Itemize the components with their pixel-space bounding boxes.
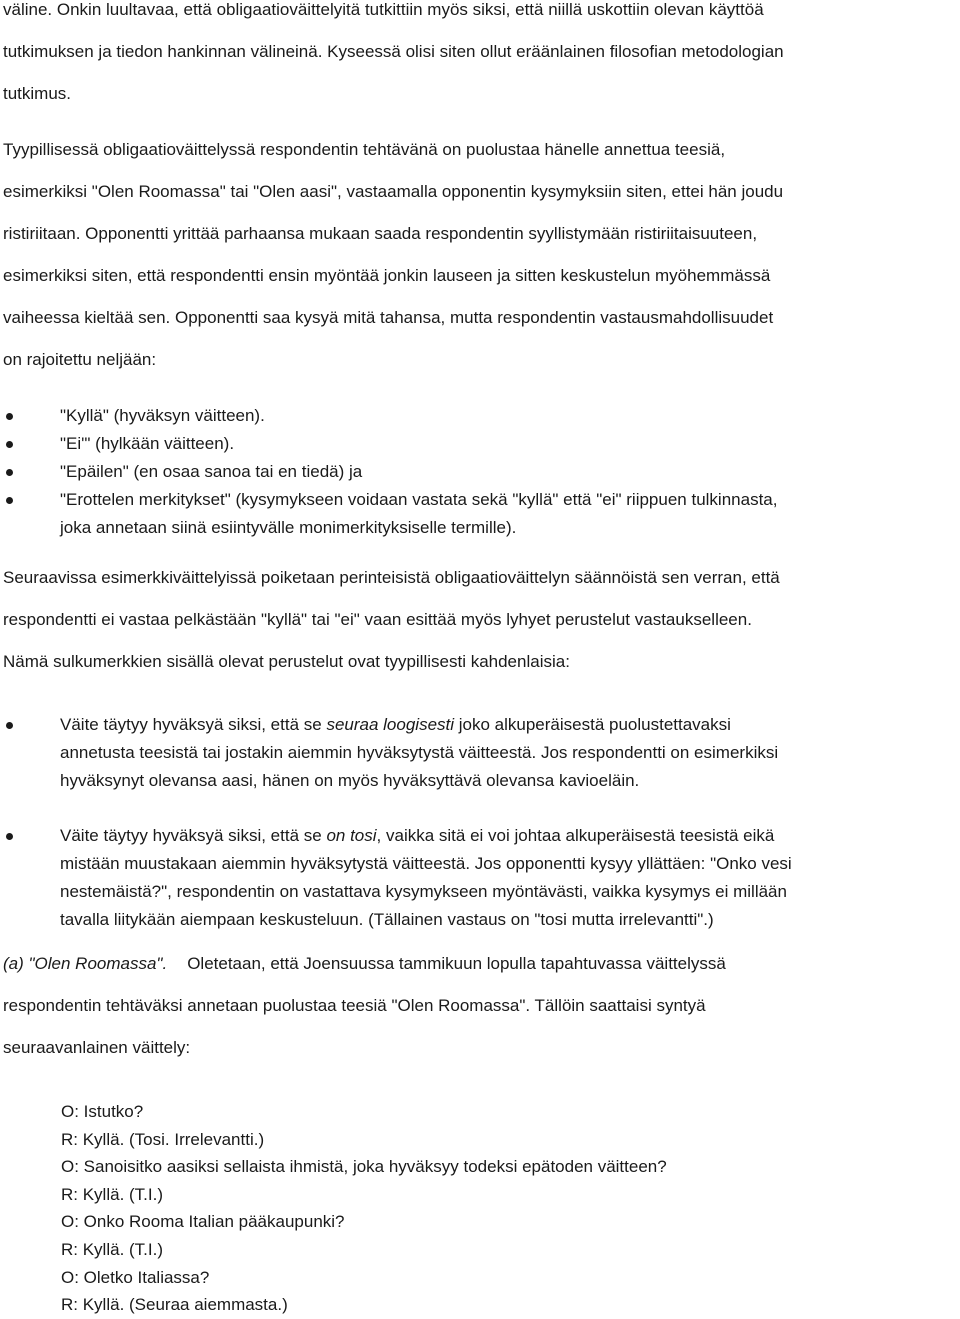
list-item (3, 486, 953, 542)
text-line: tutkimuksen ja tiedon hankinnan välineinä. Kyseessä olisi siten ollut eräänlainen filosofian metodologian (3, 42, 784, 61)
text-line: esimerkiksi siten, että respondentti ensin myöntää jonkin lauseen ja sitten keskustelun myöhemmässä (3, 266, 771, 285)
text-line: ristiriitaan. Opponentti yrittää parhaansa mukaan saada respondentin syyllistymään ristiriitaisuuteen, (3, 224, 758, 243)
text-line: tavalla liitykään aiempaan keskusteluun. (Tällainen vastaus on "tosi mutta irrelevantti".) (60, 910, 714, 929)
text-line: Nämä sulkumerkkien sisällä olevat perustelut ovat tyypillisesti kahdenlaisia: (3, 652, 570, 671)
text-line (60, 711, 953, 739)
example-dialogue (3, 1098, 953, 1319)
text-span: joko alkuperäisestä puolustettavaksi (454, 715, 731, 734)
text-line: mistään muustakaan aiemmin hyväksytystä väitteestä. Jos opponentti kysyy yllättäen: "Onko vesi (60, 854, 792, 873)
dialogue-line: O: Istutko? (61, 1102, 144, 1121)
text-line: "Erottelen merkitykset" (kysymykseen voidaan vastata sekä "kyllä" että "ei" riippuen tulkinnasta, (60, 490, 778, 509)
bullet-icon (6, 441, 13, 448)
bullet-icon (6, 413, 13, 420)
emphasis-text: on tosi (326, 826, 377, 845)
emphasis-text: seuraa loogisesti (326, 715, 455, 734)
text-line: "Epäilen" (en osaa sanoa tai en tiedä) ja (60, 462, 363, 481)
answer-options-list (3, 402, 953, 542)
text-span: Oletetaan, että Joensuussa tammikuun lopulla tapahtuvassa väittelyssä (187, 954, 726, 973)
text-line: on rajoitettu neljään: (3, 350, 157, 369)
dialogue-line: R: Kyllä. (T.I.) (61, 1239, 164, 1259)
list-item (3, 822, 953, 934)
typical-debate-paragraph (3, 129, 953, 381)
text-line: respondentin tehtäväksi annetaan puolustaa teesiä "Olen Roomassa". Tällöin saattaisi syntyä (3, 996, 706, 1015)
bullet-icon (6, 833, 13, 840)
text-line: "Ei'" (hylkään väitteen). (60, 434, 235, 453)
list-item (3, 402, 953, 430)
text-line: nestemäistä?", respondentin on vastattava kysymykseen myöntävästi, vaikka kysymys ei millään (60, 882, 787, 901)
dialogue-line: O: Onko Rooma Italian pääkaupunki? (61, 1212, 345, 1232)
text-span: Väite täytyy hyväksyä siksi, että se (60, 826, 327, 845)
list-item (3, 458, 953, 486)
example-label: (a) "Olen Roomassa". (3, 954, 168, 973)
text-line: Tyypillisessä obligaatioväittelyssä respondentin tehtävänä on puolustaa hänelle annettua teesiä, (3, 140, 726, 159)
text-line (60, 822, 953, 850)
example-a-paragraph (3, 943, 953, 1069)
text-line: respondentti ei vastaa pelkästään "kyllä" tai "ei" vaan esittää myös lyhyet perustelut vastaukselleen. (3, 610, 752, 629)
text-line: esimerkiksi "Olen Roomassa" tai "Olen aasi", vastaamalla opponentin kysymyksiin siten, ettei hän joudu (3, 182, 784, 201)
list-item (3, 430, 953, 458)
text-line: seuraavanlainen väittely: (3, 1038, 191, 1057)
dialogue-line: R: Kyllä. (Seuraa aiemmasta.) (61, 1295, 288, 1315)
dialogue-line: R: Kyllä. (Tosi. Irrelevantti.) (61, 1129, 265, 1149)
dialogue-line: O: Oletko Italiassa? (61, 1267, 210, 1287)
text-line: joka annetaan siinä esiintyvälle monimerkityksiselle termille). (60, 518, 517, 537)
text-line: "Kyllä" (hyväksyn väitteen). (60, 406, 265, 425)
text-line: hyväksynyt olevansa aasi, hänen on myös hyväksyttävä olevansa kavioeläin. (60, 771, 640, 790)
text-span: Väite täytyy hyväksyä siksi, että se (60, 715, 327, 734)
text-line (3, 943, 953, 985)
text-line: annetusta teesistä tai jostakin aiemmin hyväksytystä väitteestä. Jos respondentti on esimerkiksi (60, 743, 779, 762)
text-span: , vaikka sitä ei voi johtaa alkuperäisestä teesistä eikä (376, 826, 775, 845)
dialogue-line: O: Sanoisitko aasiksi sellaista ihmistä, joka hyväksyy todeksi epätoden väitteen? (61, 1157, 667, 1177)
text-line: vaiheessa kieltää sen. Opponentti saa kysyä mitä tahansa, mutta respondentin vastausmahdollisuudet (3, 308, 774, 327)
bullet-icon (6, 722, 13, 729)
justification-types-list (3, 711, 953, 934)
intro-paragraph (3, 0, 953, 115)
text-line: väline. Onkin luultavaa, että obligaatioväittelyitä tutkittiin myös siksi, että niillä uskottiin olevan käyttöä (3, 0, 764, 19)
dialogue-line: R: Kyllä. (T.I.) (61, 1184, 164, 1204)
text-line: Seuraavissa esimerkkiväittelyissä poiketaan perinteisistä obligaatioväittelyn säännöistä sen verran, että (3, 568, 780, 587)
text-line: tutkimus. (3, 84, 72, 103)
bullet-icon (6, 497, 13, 504)
bullet-icon (6, 469, 13, 476)
following-examples-paragraph (3, 557, 953, 683)
document-body (3, 0, 953, 1319)
list-item (3, 711, 953, 795)
